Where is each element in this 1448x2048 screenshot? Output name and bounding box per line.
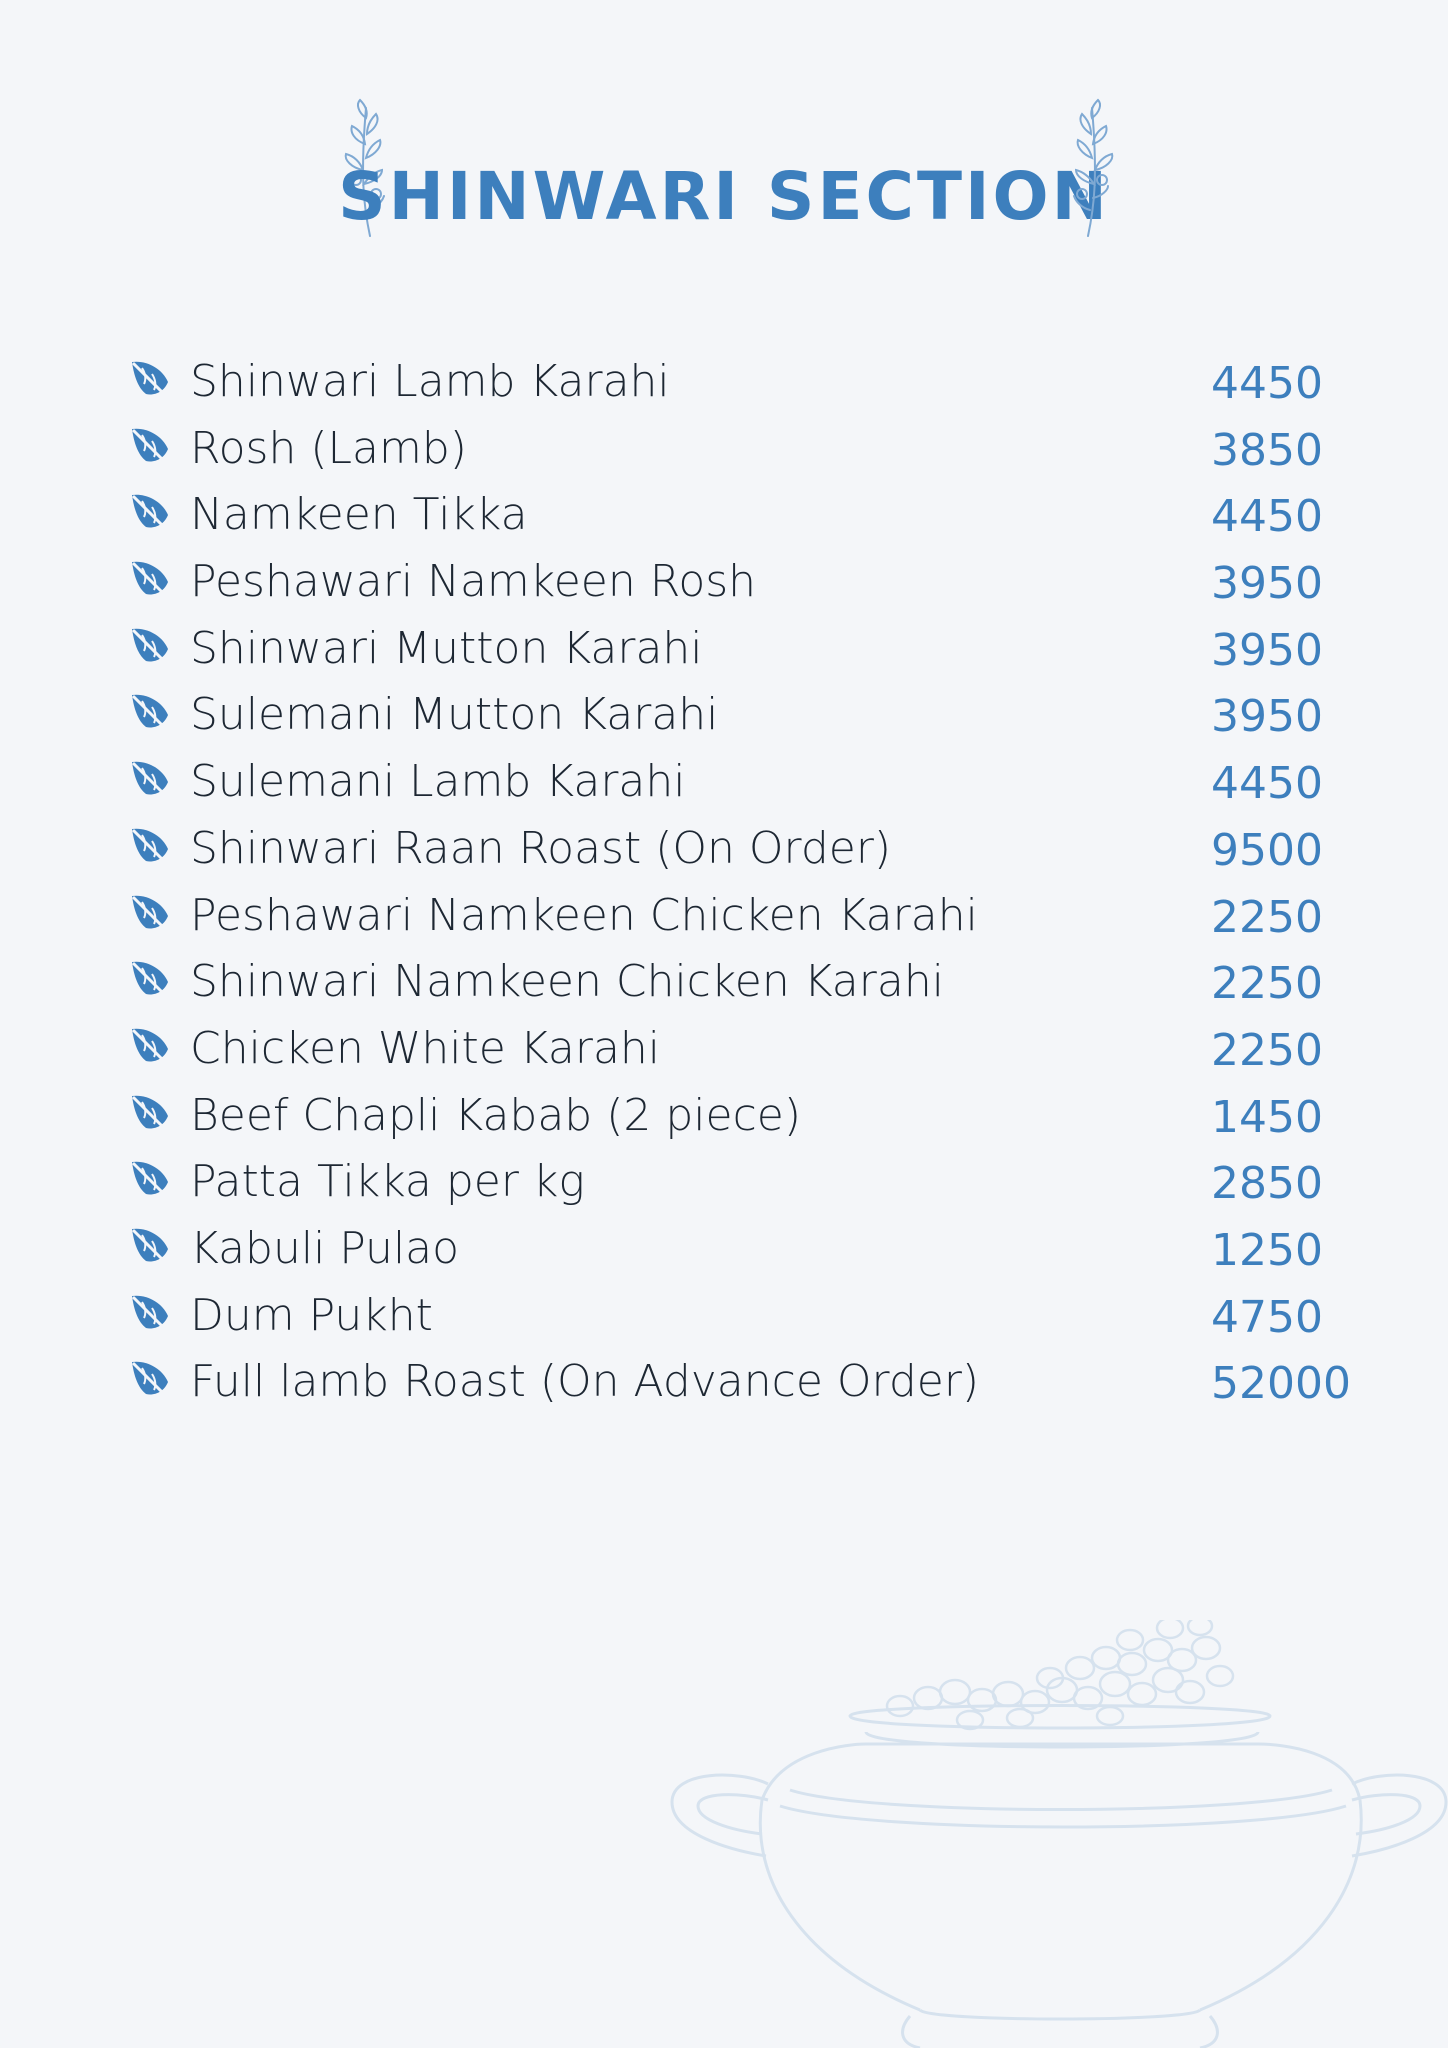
menu-item-price: 2250 bbox=[1211, 1024, 1323, 1076]
menu-item-name: Beef Chapli Kabab (2 piece) bbox=[190, 1089, 802, 1141]
menu-item-price: 1450 bbox=[1211, 1091, 1323, 1143]
menu-item-price: 3950 bbox=[1211, 624, 1323, 676]
menu-item-price: 52000 bbox=[1211, 1358, 1351, 1410]
menu-item bbox=[128, 617, 1368, 684]
page-title: SHINWARI SECTION bbox=[338, 158, 1110, 235]
menu-item-name: Shinwari Mutton Karahi bbox=[190, 622, 703, 674]
menu-item bbox=[128, 1084, 1368, 1151]
menu-item bbox=[128, 1217, 1368, 1284]
menu-item-name: Dum Pukht bbox=[190, 1289, 433, 1341]
menu-item-price: 2850 bbox=[1211, 1158, 1323, 1210]
menu-item-name: Sulemani Mutton Karahi bbox=[190, 689, 719, 741]
leaf-bullet-icon bbox=[128, 425, 172, 469]
menu-item-price: 2250 bbox=[1211, 891, 1323, 943]
menu-item bbox=[128, 1350, 1368, 1417]
menu-list bbox=[128, 350, 1368, 1417]
menu-item bbox=[128, 1017, 1368, 1084]
olive-sprig-icon bbox=[1058, 98, 1128, 238]
leaf-bullet-icon bbox=[128, 1358, 172, 1402]
leaf-bullet-icon bbox=[128, 1025, 172, 1069]
leaf-bullet-icon bbox=[128, 625, 172, 669]
menu-item bbox=[128, 1150, 1368, 1217]
menu-item-price: 3950 bbox=[1211, 558, 1323, 610]
pulao-pot-icon bbox=[670, 1620, 1448, 2048]
leaf-bullet-icon bbox=[128, 358, 172, 402]
menu-item-name: Sulemani Lamb Karahi bbox=[190, 756, 686, 808]
menu-item-price: 4450 bbox=[1211, 491, 1323, 543]
menu-item bbox=[128, 750, 1368, 817]
menu-item-price: 4450 bbox=[1211, 758, 1323, 810]
menu-item-name: Namkeen Tikka bbox=[190, 489, 528, 541]
menu-item-name: Shinwari Lamb Karahi bbox=[190, 356, 670, 407]
leaf-bullet-icon bbox=[128, 1292, 172, 1336]
menu-item-name: Full lamb Roast (On Advance Order) bbox=[190, 1356, 980, 1408]
menu-item bbox=[128, 817, 1368, 884]
menu-item-price: 1250 bbox=[1211, 1224, 1323, 1276]
menu-item-name: Patta Tikka per kg bbox=[190, 1156, 585, 1208]
leaf-bullet-icon bbox=[128, 958, 172, 1002]
menu-item-price: 9500 bbox=[1211, 824, 1323, 876]
menu-item bbox=[128, 550, 1368, 617]
leaf-bullet-icon bbox=[128, 491, 172, 535]
menu-item-price: 4750 bbox=[1211, 1291, 1323, 1343]
menu-item bbox=[128, 884, 1368, 951]
menu-item-name: Shinwari Namkeen Chicken Karahi bbox=[190, 956, 944, 1008]
menu-item-name: Chicken White Karahi bbox=[190, 1022, 661, 1074]
menu-item-name: Kabuli Pulao bbox=[190, 1222, 460, 1274]
leaf-bullet-icon bbox=[128, 758, 172, 802]
leaf-bullet-icon bbox=[128, 558, 172, 602]
menu-item-name: Peshawari Namkeen Rosh bbox=[190, 556, 757, 608]
menu-item bbox=[128, 950, 1368, 1017]
leaf-bullet-icon bbox=[128, 691, 172, 735]
leaf-bullet-icon bbox=[128, 825, 172, 869]
menu-item-price: 2250 bbox=[1211, 958, 1323, 1010]
menu-item bbox=[128, 350, 1368, 417]
menu-item bbox=[128, 417, 1368, 484]
menu-item-name: Shinwari Raan Roast (On Order) bbox=[190, 822, 892, 874]
menu-item-price: 4450 bbox=[1211, 358, 1323, 409]
menu-header bbox=[0, 90, 1448, 240]
leaf-bullet-icon bbox=[128, 1225, 172, 1269]
leaf-bullet-icon bbox=[128, 892, 172, 936]
leaf-bullet-icon bbox=[128, 1092, 172, 1136]
menu-item bbox=[128, 1284, 1368, 1351]
leaf-bullet-icon bbox=[128, 1158, 172, 1202]
menu-item-price: 3950 bbox=[1211, 691, 1323, 743]
menu-item bbox=[128, 683, 1368, 750]
menu-item-price: 3850 bbox=[1211, 424, 1323, 476]
menu-item-name: Rosh (Lamb) bbox=[190, 422, 467, 474]
menu-item-name: Peshawari Namkeen Chicken Karahi bbox=[190, 889, 978, 941]
menu-item bbox=[128, 483, 1368, 550]
